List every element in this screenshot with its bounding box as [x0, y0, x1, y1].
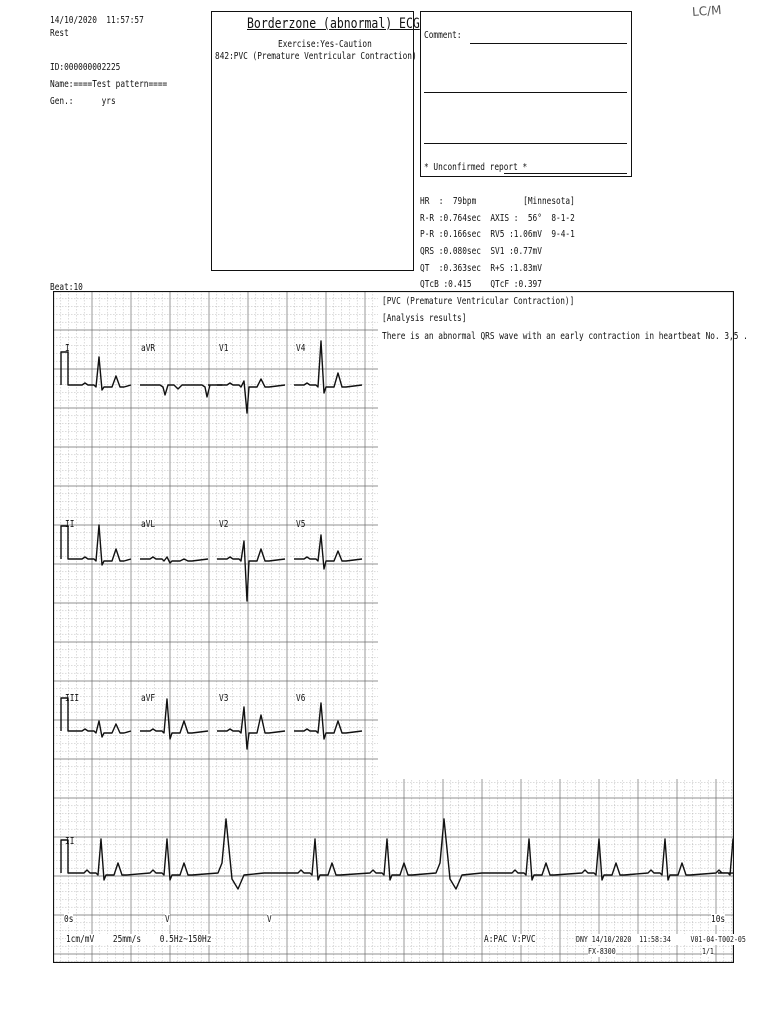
lead-label-avr: aVR	[141, 343, 156, 354]
measurement-row: QT :0.363sec R+S :1.83mV	[420, 263, 542, 274]
unconfirmed-line	[504, 173, 627, 174]
patient-name: Name:====Test pattern====	[50, 79, 168, 90]
ecg-lead-trace	[140, 385, 222, 397]
comment-line	[424, 92, 627, 93]
measurement-row: P-R :0.166sec RV5 :1.06mV 9-4-1	[420, 229, 575, 240]
pvc-marker: V	[267, 914, 272, 925]
ecg-lead-trace	[61, 525, 131, 565]
beat-count: Beat:10	[50, 282, 83, 293]
device-model: FX-8300	[588, 947, 616, 956]
diagnosis-exercise: Exercise:Yes-Caution	[278, 39, 372, 50]
analysis-text: There is an abnormal QRS wave with an early contraction in heartbeat No. 3,5 .	[382, 331, 748, 342]
comment-label: Comment:	[424, 30, 462, 41]
lead-label-v2: V2	[219, 519, 229, 530]
ecg-lead-trace	[217, 541, 285, 601]
patient-id: ID:000000002225	[50, 62, 121, 73]
ecg-lead-trace	[140, 699, 208, 739]
ecg-lead-trace	[294, 703, 362, 739]
analysis-heading: [PVC (Premature Ventricular Contraction)]	[382, 296, 575, 307]
diagnosis-title: Borderzone (abnormal) ECG	[247, 16, 420, 32]
lead-label-v3: V3	[219, 693, 229, 704]
ecg-lead-trace	[61, 352, 131, 390]
analysis-subheading: [Analysis results]	[382, 313, 467, 324]
lead-label-v1: V1	[219, 343, 229, 354]
measurement-row: QRS :0.080sec SV1 :0.77mV	[420, 246, 542, 257]
handwritten-corner-mark: LC/M	[691, 2, 722, 20]
time-start: 0s	[64, 914, 74, 925]
lead-label-avf: aVF	[141, 693, 156, 704]
measurement-row: QTcB :0.415 QTcF :0.397	[420, 279, 542, 290]
lead-label-i: I	[65, 343, 70, 354]
time-end: 10s	[711, 914, 726, 925]
lead-label-ii: II	[65, 519, 75, 530]
analysis-panel	[378, 291, 734, 779]
comment-line	[470, 43, 627, 44]
recording-settings: 1cm/mV 25mm/s 0.5Hz~150Hz	[66, 934, 212, 945]
beat-legend: A:PAC V:PVC	[484, 934, 536, 945]
pvc-marker: V	[165, 914, 170, 925]
device-info: DNY 14/10/2020 11:58:34 V01-04-T002-05	[576, 935, 746, 944]
recording-datetime: 14/10/2020 11:57:57	[50, 15, 144, 26]
measurement-row: R-R :0.764sec AXIS : 56° 8-1-2	[420, 213, 575, 224]
patient-gender-age: Gen.: yrs	[50, 96, 116, 107]
lead-label-v4: V4	[296, 343, 306, 354]
ecg-lead-trace	[140, 557, 208, 563]
lead-label-rhythm: II	[65, 836, 75, 847]
measurement-row: HR : 79bpm [Minnesota]	[420, 196, 575, 207]
page-number: 1/1	[702, 947, 714, 956]
lead-label-avl: aVL	[141, 519, 156, 530]
diagnosis-box	[211, 11, 414, 271]
ecg-chart	[53, 291, 734, 963]
lead-label-v5: V5	[296, 519, 306, 530]
diagnosis-finding: 842:PVC (Premature Ventricular Contraction)	[215, 51, 417, 62]
comment-line	[424, 143, 627, 144]
lead-label-iii: III	[65, 693, 80, 704]
unconfirmed-report: * Unconfirmed report *	[424, 162, 528, 173]
lead-label-v6: V6	[296, 693, 306, 704]
recording-mode: Rest	[50, 28, 69, 39]
